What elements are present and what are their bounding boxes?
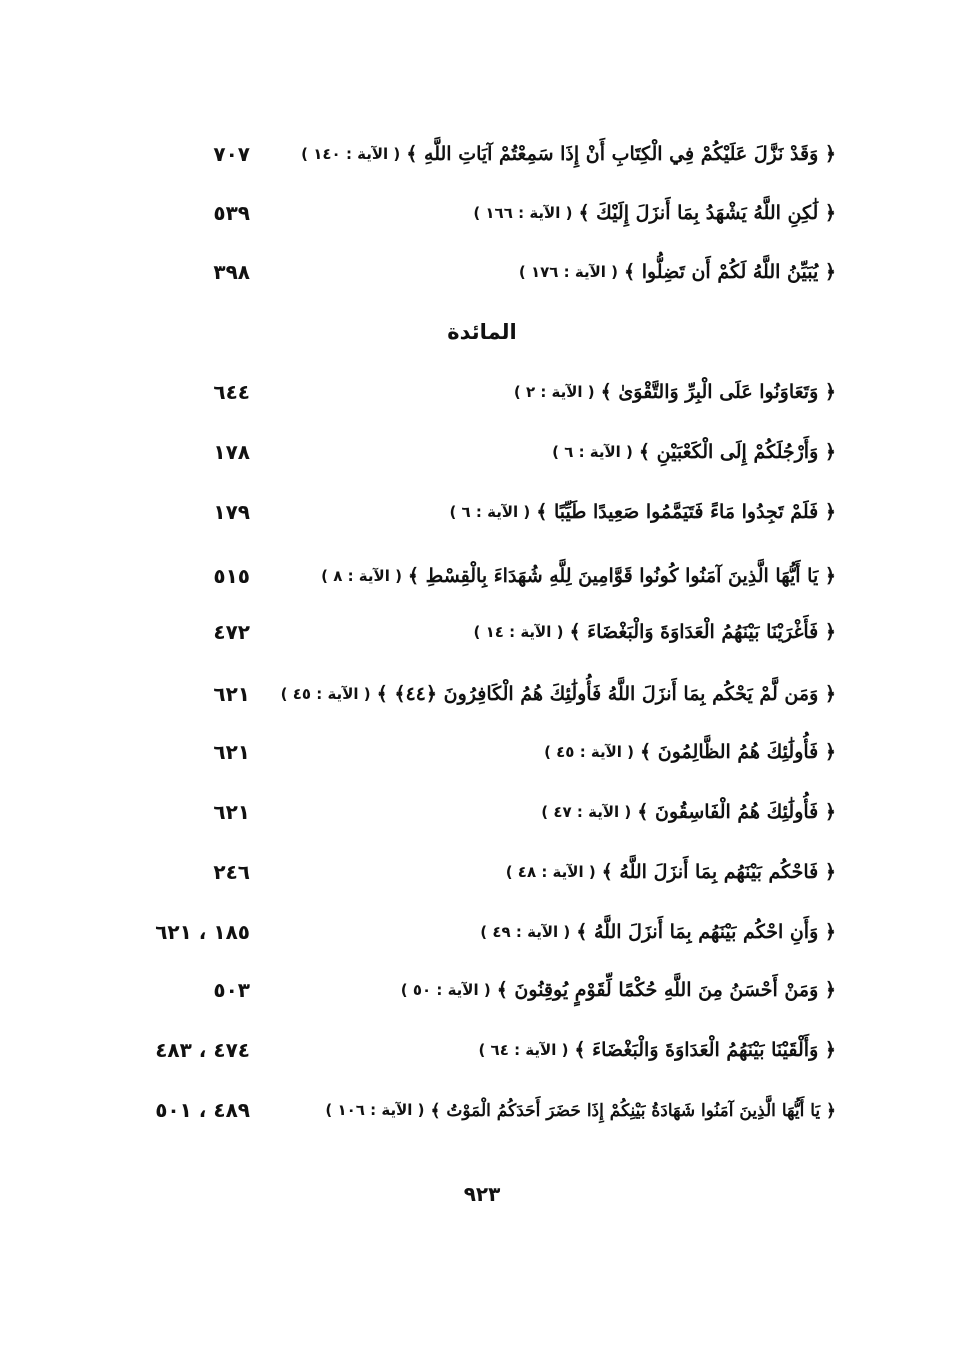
page-reference: ٦٢١ [213, 740, 250, 764]
verse-reference: ( الآية : ٤٥ ) [280, 685, 371, 703]
verse-reference: ( الآية : ٤٥ ) [544, 743, 635, 761]
page-reference: ٤٨٩ ، ٥٠١ [155, 1098, 250, 1122]
verse-reference: ( الآية : ٤٧ ) [541, 803, 632, 821]
verse-reference: ( الآية : ٤٩ ) [480, 923, 571, 941]
page-reference: ٧٠٧ [213, 142, 250, 166]
verse-text: ﴿ وَأَلْقَيْنَا بَيْنَهُمُ الْعَدَاوَةَ وَالْبَغْضَاءَ ﴾ [574, 1039, 836, 1061]
page-reference: ٥١٥ [213, 564, 250, 588]
verse-reference: ( الآية : ٦ ) [552, 443, 633, 461]
verse-text: ﴿ فَأَغْرَيْنَا بَيْنَهُمُ الْعَدَاوَةَ وَالْبَغْضَاءَ ﴾ [569, 621, 836, 643]
page-number: ٩٢٣ [463, 1182, 501, 1206]
verse-reference: ( الآية : ١٤٠ ) [301, 145, 401, 163]
verse-text: ﴿ وَأَنِ احْكُم بَيْنَهُم بِمَا أَنزَلَ اللَّهُ ﴾ [576, 921, 836, 943]
page-reference: ٣٩٨ [213, 260, 250, 284]
verse-text: ﴿ وَمَن لَّمْ يَحْكُم بِمَا أَنزَلَ اللَّهُ فَأُولَٰئِكَ هُمُ الْكَافِرُونَ ﴿٤٤﴾ ﴾ [376, 683, 836, 705]
verse-text: ﴿ وَمَنْ أَحْسَنُ مِنَ اللَّهِ حُكْمًا لِّقَوْمٍ يُوقِنُونَ ﴾ [496, 979, 836, 1001]
verse-reference: ( الآية : ١٤ ) [473, 623, 564, 641]
verse-reference: ( الآية : ٦ ) [449, 503, 531, 521]
verse-text: ﴿ وَقَدْ نَزَّلَ عَلَيْكُمْ فِي الْكِتَابِ أَنْ إِذَا سَمِعْتُمْ آيَاتِ اللَّهِ ﴾ [406, 143, 836, 165]
verse-text: ﴿ لَٰكِنِ اللَّهُ يَشْهَدُ بِمَا أَنزَلَ إِلَيْكَ ﴾ [578, 202, 836, 224]
verse-text: ﴿ يُبَيِّنُ اللَّهُ لَكُمْ أَن تَضِلُّوا ﴾ [623, 261, 836, 283]
page-reference: ٢٤٦ [213, 860, 250, 884]
page-reference: ٤٧٢ [213, 620, 250, 644]
verse-text: ﴿ فَأُولَٰئِكَ هُمُ الظَّالِمُونَ ﴾ [640, 741, 836, 763]
verse-reference: ( الآية : ٦٤ ) [478, 1041, 569, 1059]
page-reference: ٥٠٣ [213, 978, 250, 1002]
page-reference: ١٨٥ ، ٦٢١ [155, 920, 250, 944]
verse-reference: ( الآية : ١٠٦ ) [325, 1101, 425, 1119]
verse-reference: ( الآية : ٤٨ ) [505, 863, 596, 881]
page-reference: ٥٣٩ [213, 201, 250, 225]
index-entry [270, 1090, 836, 1130]
page-reference: ٦٢١ [213, 800, 250, 824]
verse-text: ﴿ فَاحْكُم بَيْنَهُم بِمَا أَنزَلَ اللَّهُ ﴾ [601, 861, 836, 883]
page-reference: ٦٢١ [213, 682, 250, 706]
page-reference: ٤٧٤ ، ٤٨٣ [155, 1038, 250, 1062]
verse-text: ﴿ يَا أَيُّهَا الَّذِينَ آمَنُوا كُونُوا قَوَّامِينَ لِلَّهِ شُهَدَاءَ بِالْقِسْطِ ﴾ [407, 565, 836, 587]
verse-text: ﴿ يَا أَيُّهَا الَّذِينَ آمَنُوا شَهَادَةُ بَيْنِكُمْ إِذَا حَضَرَ أَحَدَكُمُ الْمَوْتُ ﴾ [430, 1100, 836, 1121]
verse-text: ﴿ فَأُولَٰئِكَ هُمُ الْفَاسِقُونَ ﴾ [637, 801, 836, 823]
verse-reference: ( الآية : ٥٠ ) [400, 981, 491, 999]
verse-text: ﴿ فَلَمْ تَجِدُوا مَاءً فَتَيَمَّمُوا صَعِيدًا طَيِّبًا ﴾ [536, 501, 836, 523]
section-heading: المائدة [447, 320, 517, 344]
verse-text: ﴿ وَأَرْجُلَكُمْ إِلَى الْكَعْبَيْنِ ﴾ [638, 441, 836, 463]
page-reference: ١٧٨ [213, 440, 250, 464]
verse-text: ﴿ وَتَعَاوَنُوا عَلَى الْبِرِّ وَالتَّقْوَىٰ ﴾ [600, 381, 836, 403]
verse-reference: ( الآية : ٢ ) [513, 383, 595, 401]
page-reference: ٦٤٤ [213, 380, 250, 404]
verse-reference: ( الآية : ٨ ) [321, 567, 402, 585]
page-reference: ١٧٩ [213, 500, 250, 524]
verse-reference: ( الآية : ١٦٦ ) [473, 204, 573, 222]
verse-reference: ( الآية : ١٧٦ ) [518, 263, 618, 281]
